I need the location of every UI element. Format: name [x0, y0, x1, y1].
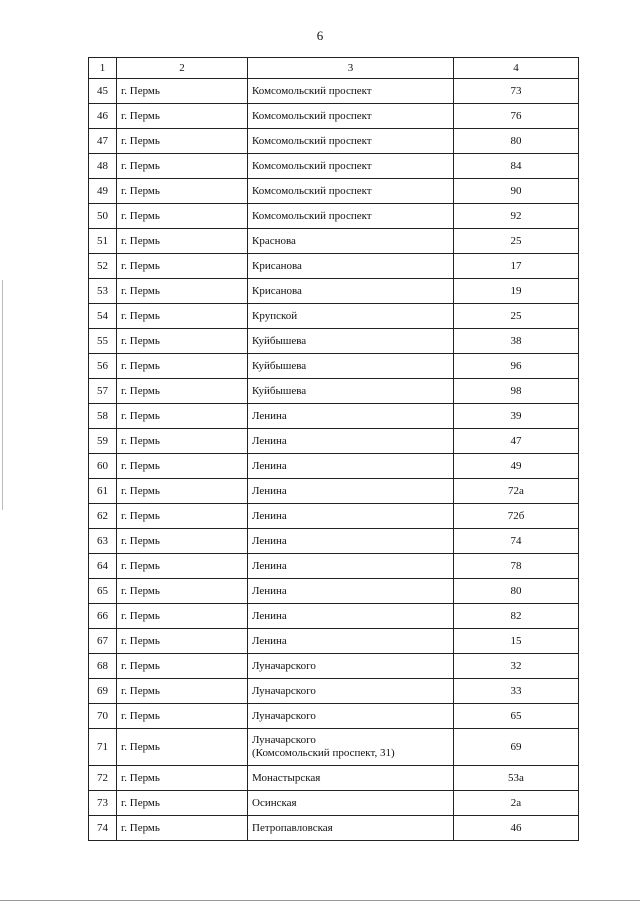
city-cell: г. Пермь [117, 554, 248, 579]
row-number-cell: 50 [89, 204, 117, 229]
table-row [89, 304, 579, 329]
city-cell: г. Пермь [117, 254, 248, 279]
house-number-cell: 33 [454, 679, 579, 704]
street-cell: Ленина [248, 604, 454, 629]
street-cell: Петропавловская [248, 816, 454, 841]
city-cell: г. Пермь [117, 766, 248, 791]
city-cell: г. Пермь [117, 704, 248, 729]
row-number-cell: 73 [89, 791, 117, 816]
street-cell: Комсомольский проспект [248, 104, 454, 129]
city-cell: г. Пермь [117, 154, 248, 179]
table-row [89, 816, 579, 841]
city-cell: г. Пермь [117, 354, 248, 379]
city-cell: г. Пермь [117, 791, 248, 816]
page-number: 6 [316, 28, 324, 43]
city-cell: г. Пермь [117, 604, 248, 629]
city-cell: г. Пермь [117, 529, 248, 554]
table-row [89, 704, 579, 729]
row-number-cell: 63 [89, 529, 117, 554]
house-number-cell: 15 [454, 629, 579, 654]
row-number-cell: 57 [89, 379, 117, 404]
scan-bottom-line [0, 900, 640, 901]
table-row [89, 654, 579, 679]
city-cell: г. Пермь [117, 179, 248, 204]
table-row [89, 504, 579, 529]
city-cell: г. Пермь [117, 329, 248, 354]
row-number-cell: 64 [89, 554, 117, 579]
table-row [89, 454, 579, 479]
row-number-cell: 60 [89, 454, 117, 479]
house-number-cell: 69 [454, 729, 579, 766]
header-row [89, 58, 579, 79]
city-cell: г. Пермь [117, 279, 248, 304]
street-cell: Ленина [248, 404, 454, 429]
street-cell: Осинская [248, 791, 454, 816]
table-row [89, 679, 579, 704]
column-header-3: 3 [248, 58, 454, 79]
house-number-cell: 76 [454, 104, 579, 129]
house-number-cell: 72б [454, 504, 579, 529]
city-cell: г. Пермь [117, 404, 248, 429]
row-number-cell: 55 [89, 329, 117, 354]
column-header-4: 4 [454, 58, 579, 79]
city-cell: г. Пермь [117, 429, 248, 454]
row-number-cell: 66 [89, 604, 117, 629]
row-number-cell: 69 [89, 679, 117, 704]
table-row [89, 204, 579, 229]
row-number-cell: 68 [89, 654, 117, 679]
street-cell: Крисанова [248, 254, 454, 279]
house-number-cell: 82 [454, 604, 579, 629]
house-number-cell: 80 [454, 579, 579, 604]
table-row [89, 791, 579, 816]
street-cell: Монастырская [248, 766, 454, 791]
table-row [89, 279, 579, 304]
table-row [89, 479, 579, 504]
row-number-cell: 70 [89, 704, 117, 729]
scan-edge-line [2, 280, 3, 510]
table-row [89, 529, 579, 554]
row-number-cell: 72 [89, 766, 117, 791]
table-row [89, 229, 579, 254]
row-number-cell: 52 [89, 254, 117, 279]
street-cell: Ленина [248, 554, 454, 579]
row-number-cell: 46 [89, 104, 117, 129]
street-cell: Ленина [248, 504, 454, 529]
house-number-cell: 80 [454, 129, 579, 154]
city-cell: г. Пермь [117, 579, 248, 604]
address-table [88, 57, 579, 841]
house-number-cell: 39 [454, 404, 579, 429]
house-number-cell: 65 [454, 704, 579, 729]
house-number-cell: 25 [454, 229, 579, 254]
street-cell: Луначарского [248, 654, 454, 679]
city-cell: г. Пермь [117, 229, 248, 254]
table-row [89, 729, 579, 766]
street-cell: Комсомольский проспект [248, 154, 454, 179]
street-cell: Ленина [248, 529, 454, 554]
street-cell [248, 729, 454, 766]
row-number-cell: 56 [89, 354, 117, 379]
table-row [89, 629, 579, 654]
city-cell: г. Пермь [117, 816, 248, 841]
table-row [89, 154, 579, 179]
city-cell: г. Пермь [117, 129, 248, 154]
street-note: (Комсомольский проспект, 31) [252, 747, 395, 759]
street-cell: Крисанова [248, 279, 454, 304]
house-number-cell: 53а [454, 766, 579, 791]
table-row [89, 766, 579, 791]
city-cell: г. Пермь [117, 654, 248, 679]
street-name: Луначарского [252, 734, 316, 746]
house-number-cell: 72а [454, 479, 579, 504]
street-cell: Куйбышева [248, 354, 454, 379]
row-number-cell: 61 [89, 479, 117, 504]
street-cell: Куйбышева [248, 379, 454, 404]
house-number-cell: 25 [454, 304, 579, 329]
table-row [89, 429, 579, 454]
city-cell: г. Пермь [117, 379, 248, 404]
street-cell: Комсомольский проспект [248, 129, 454, 154]
city-cell: г. Пермь [117, 204, 248, 229]
column-header-2: 2 [117, 58, 248, 79]
row-number-cell: 62 [89, 504, 117, 529]
house-number-cell: 96 [454, 354, 579, 379]
street-cell: Куйбышева [248, 329, 454, 354]
house-number-cell: 78 [454, 554, 579, 579]
street-cell: Ленина [248, 454, 454, 479]
house-number-cell: 32 [454, 654, 579, 679]
house-number-cell: 90 [454, 179, 579, 204]
table-row [89, 104, 579, 129]
table-row [89, 254, 579, 279]
table-row [89, 354, 579, 379]
street-cell: Ленина [248, 629, 454, 654]
street-cell: Луначарского [248, 679, 454, 704]
row-number-cell: 48 [89, 154, 117, 179]
row-number-cell: 51 [89, 229, 117, 254]
table-row [89, 379, 579, 404]
row-number-cell: 58 [89, 404, 117, 429]
street-cell: Ленина [248, 429, 454, 454]
house-number-cell: 98 [454, 379, 579, 404]
city-cell: г. Пермь [117, 454, 248, 479]
street-cell: Луначарского [248, 704, 454, 729]
table-row [89, 329, 579, 354]
table-row [89, 604, 579, 629]
house-number-cell: 84 [454, 154, 579, 179]
street-cell: Ленина [248, 479, 454, 504]
city-cell: г. Пермь [117, 304, 248, 329]
house-number-cell: 47 [454, 429, 579, 454]
house-number-cell: 46 [454, 816, 579, 841]
row-number-cell: 65 [89, 579, 117, 604]
street-cell: Комсомольский проспект [248, 204, 454, 229]
row-number-cell: 74 [89, 816, 117, 841]
house-number-cell: 73 [454, 79, 579, 104]
street-cell: Крупской [248, 304, 454, 329]
table-row [89, 179, 579, 204]
city-cell: г. Пермь [117, 104, 248, 129]
house-number-cell: 49 [454, 454, 579, 479]
street-cell: Комсомольский проспект [248, 179, 454, 204]
table-row [89, 79, 579, 104]
table-row [89, 579, 579, 604]
row-number-cell: 49 [89, 179, 117, 204]
table-row [89, 554, 579, 579]
street-cell: Комсомольский проспект [248, 79, 454, 104]
house-number-cell: 19 [454, 279, 579, 304]
city-cell: г. Пермь [117, 729, 248, 766]
row-number-cell: 47 [89, 129, 117, 154]
city-cell: г. Пермь [117, 629, 248, 654]
house-number-cell: 38 [454, 329, 579, 354]
house-number-cell: 2а [454, 791, 579, 816]
row-number-cell: 59 [89, 429, 117, 454]
city-cell: г. Пермь [117, 479, 248, 504]
column-header-1: 1 [89, 58, 117, 79]
house-number-cell: 74 [454, 529, 579, 554]
street-cell: Ленина [248, 579, 454, 604]
row-number-cell: 45 [89, 79, 117, 104]
table-body [89, 79, 579, 841]
row-number-cell: 54 [89, 304, 117, 329]
house-number-cell: 17 [454, 254, 579, 279]
city-cell: г. Пермь [117, 79, 248, 104]
street-cell: Краснова [248, 229, 454, 254]
row-number-cell: 71 [89, 729, 117, 766]
table-row [89, 129, 579, 154]
table-row [89, 404, 579, 429]
city-cell: г. Пермь [117, 679, 248, 704]
city-cell: г. Пермь [117, 504, 248, 529]
house-number-cell: 92 [454, 204, 579, 229]
row-number-cell: 53 [89, 279, 117, 304]
row-number-cell: 67 [89, 629, 117, 654]
